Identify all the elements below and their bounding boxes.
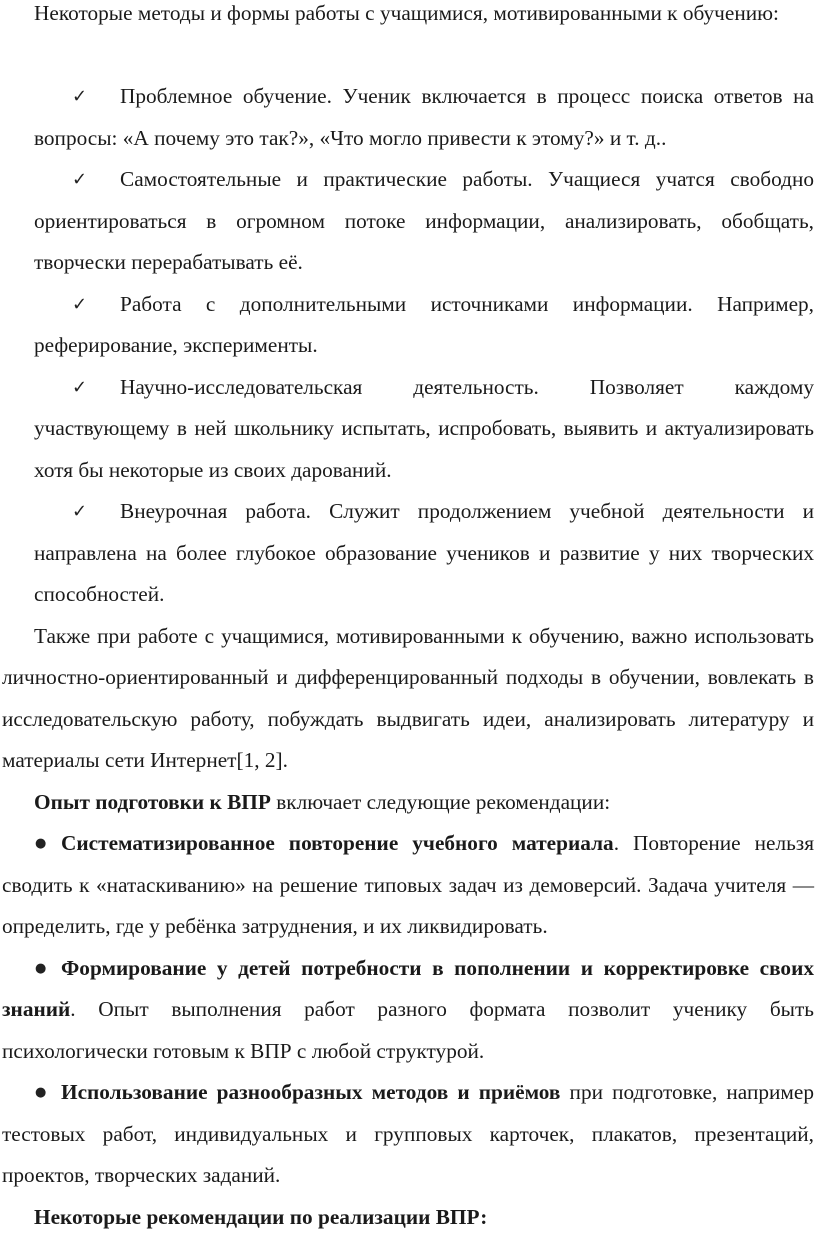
checkmark-icon: ✓ — [72, 159, 87, 201]
checklist-item-text: Работа с дополнительными источниками информации. Например, реферирование, эксперименты. — [34, 292, 814, 358]
checklist-item — [2, 491, 814, 616]
closing-heading-paragraph — [2, 1197, 814, 1238]
recommendation-item — [2, 1072, 814, 1197]
content-flow — [2, 76, 814, 1238]
recommendation-text: при подготовке, например тестовых работ, индивидуальных и групповых карточек, плакатов, презентаций, проектов, творческих заданий. — [2, 1080, 814, 1187]
recommendation-item — [2, 823, 814, 948]
checkmark-icon: ✓ — [72, 491, 87, 533]
recommendation-title: Систематизированное повторение учебного материала — [61, 831, 614, 855]
checkmark-icon: ✓ — [72, 284, 87, 326]
recommendation-text: . Опыт выполнения работ разного формата позволит ученику быть психологически готовым к ВПР с любой структурой. — [2, 997, 814, 1063]
bullet-icon: ● — [35, 948, 46, 990]
recommendation-title: Использование разнообразных методов и приёмов — [61, 1080, 560, 1104]
checklist-item — [2, 284, 814, 367]
checklist-item — [2, 159, 814, 284]
also-paragraph: Также при работе с учащимися, мотивированными к обучению, важно использовать личностно-ориентированный и дифференцированный подходы в обучении, вовлекать в исследовательскую работу, побуждать выдвигать идеи, анализировать литературу и материалы сети Интернет[1, 2]. — [2, 616, 814, 782]
checklist-item-text: Проблемное обучение. Ученик включается в процесс поиска ответов на вопросы: «А почему это так?», «Что могло привести к этому?» и т. д.. — [34, 84, 814, 150]
bullet-icon: ● — [35, 1072, 46, 1114]
checklist-item — [2, 367, 814, 492]
recommendation-item — [2, 948, 814, 1073]
experience-paragraph — [2, 782, 814, 824]
closing-heading: Некоторые рекомендации по реализации ВПР: — [34, 1205, 487, 1229]
checklist-item-text: Научно-исследовательская деятельность. Позволяет каждому участвующему в ней школьнику испытать, испробовать, выявить и актуализировать хотя бы некоторые из своих дарований. — [34, 375, 814, 482]
checklist-item — [2, 76, 814, 159]
recommendation-text: . Повторение нельзя сводить к «натаскиванию» на решение типовых задач из демоверсий. Задача учителя — определить, где у ребёнка затруднения, и их ликвидировать. — [2, 831, 814, 938]
checkmark-icon: ✓ — [72, 76, 87, 118]
checkmark-icon: ✓ — [72, 367, 87, 409]
experience-text: включает следующие рекомендации: — [271, 790, 610, 814]
checklist-item-text: Внеурочная работа. Служит продолжением учебной деятельности и направлена на более глубокое образование учеников и развитие у них творческих способностей. — [34, 499, 814, 606]
experience-heading: Опыт подготовки к ВПР — [34, 790, 271, 814]
checklist-item-text: Самостоятельные и практические работы. Учащиеся учатся свободно ориентироваться в огромном потоке информации, анализировать, обобщать, творчески перерабатывать её. — [34, 167, 814, 274]
intro-paragraph: Некоторые методы и формы работы с учащимися, мотивированными к обучению: — [2, 0, 814, 35]
recommendation-title: Формирование у детей потребности в пополнении и корректировке своих знаний — [2, 956, 814, 1022]
bullet-icon: ● — [35, 823, 46, 865]
